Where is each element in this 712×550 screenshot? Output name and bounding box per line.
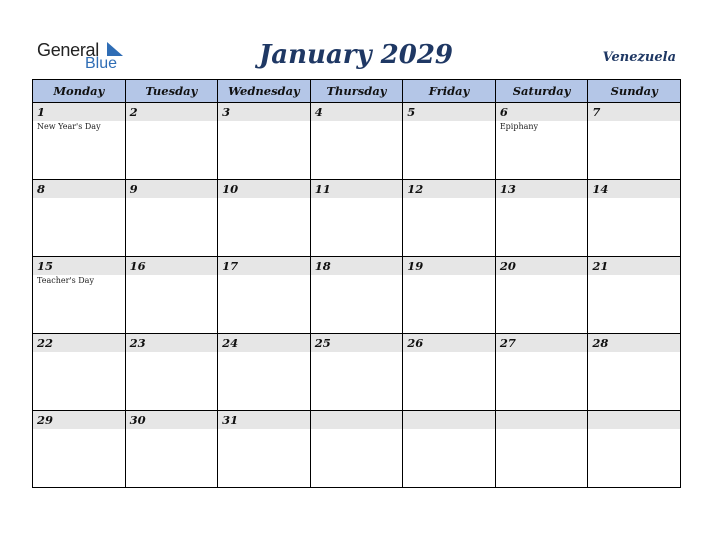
day-cell (310, 103, 403, 180)
day-number: 17 (218, 257, 310, 275)
day-cell (495, 334, 588, 411)
day-cell (33, 103, 126, 180)
day-number: 4 (311, 103, 403, 121)
day-cell (218, 103, 311, 180)
day-number (496, 411, 588, 429)
day-cell (310, 180, 403, 257)
day-number (311, 411, 403, 429)
calendar-grid (32, 79, 681, 488)
day-cell (33, 334, 126, 411)
day-cell (125, 257, 218, 334)
day-number: 12 (403, 180, 495, 198)
day-cell (33, 411, 126, 488)
week-row (33, 411, 681, 488)
day-cell (588, 411, 681, 488)
day-number: 2 (126, 103, 218, 121)
day-number: 1 (33, 103, 125, 121)
day-number: 19 (403, 257, 495, 275)
holiday-label: Epiphany (499, 122, 539, 131)
week-row (33, 103, 681, 180)
day-number: 25 (311, 334, 403, 352)
day-cell (125, 180, 218, 257)
day-number: 22 (33, 334, 125, 352)
day-number: 13 (496, 180, 588, 198)
holiday-label: New Year's Day (37, 122, 101, 131)
day-number: 29 (33, 411, 125, 429)
day-cell (218, 180, 311, 257)
day-cell (310, 411, 403, 488)
logo-general-text: General (37, 40, 99, 60)
day-number: 23 (126, 334, 218, 352)
day-cell (495, 180, 588, 257)
country-label: Venezuela (602, 50, 676, 65)
day-cell (310, 257, 403, 334)
day-number: 14 (588, 180, 680, 198)
day-cell (218, 411, 311, 488)
day-cell (588, 334, 681, 411)
day-number: 7 (588, 103, 680, 121)
weekday-header: Tuesday (125, 80, 218, 103)
week-row (33, 334, 681, 411)
day-number: 6 (496, 103, 588, 121)
day-number (588, 411, 680, 429)
weekday-header: Sunday (588, 80, 681, 103)
day-cell (33, 257, 126, 334)
day-cell (125, 103, 218, 180)
day-number: 21 (588, 257, 680, 275)
day-number: 3 (218, 103, 310, 121)
weekday-header: Thursday (310, 80, 403, 103)
day-cell (588, 257, 681, 334)
day-number: 18 (311, 257, 403, 275)
day-cell (218, 334, 311, 411)
day-number: 11 (311, 180, 403, 198)
day-cell (33, 180, 126, 257)
day-cell (495, 103, 588, 180)
day-number: 9 (126, 180, 218, 198)
day-number: 30 (126, 411, 218, 429)
day-cell (310, 334, 403, 411)
day-number: 5 (403, 103, 495, 121)
day-cell (588, 180, 681, 257)
day-cell (403, 257, 496, 334)
day-cell (403, 103, 496, 180)
holiday-label: Teacher's Day (37, 276, 94, 285)
day-number: 26 (403, 334, 495, 352)
day-number: 10 (218, 180, 310, 198)
week-row (33, 257, 681, 334)
weekday-header: Friday (403, 80, 496, 103)
day-cell (403, 334, 496, 411)
day-cell (403, 411, 496, 488)
day-number: 20 (496, 257, 588, 275)
page-title: January 2029 (258, 40, 454, 70)
day-number: 31 (218, 411, 310, 429)
day-number: 16 (126, 257, 218, 275)
day-number: 27 (496, 334, 588, 352)
day-cell (218, 257, 311, 334)
weekday-header-row (33, 80, 681, 103)
day-cell (495, 257, 588, 334)
weekday-header: Monday (33, 80, 126, 103)
logo-blue-text: Blue (85, 55, 118, 72)
day-number: 8 (33, 180, 125, 198)
week-row (33, 180, 681, 257)
weekday-header: Saturday (495, 80, 588, 103)
weekday-header: Wednesday (218, 80, 311, 103)
day-number (403, 411, 495, 429)
day-cell (125, 334, 218, 411)
day-cell (125, 411, 218, 488)
day-cell (403, 180, 496, 257)
day-number: 15 (33, 257, 125, 275)
day-cell (588, 103, 681, 180)
day-number: 28 (588, 334, 680, 352)
day-number: 24 (218, 334, 310, 352)
day-cell (495, 411, 588, 488)
